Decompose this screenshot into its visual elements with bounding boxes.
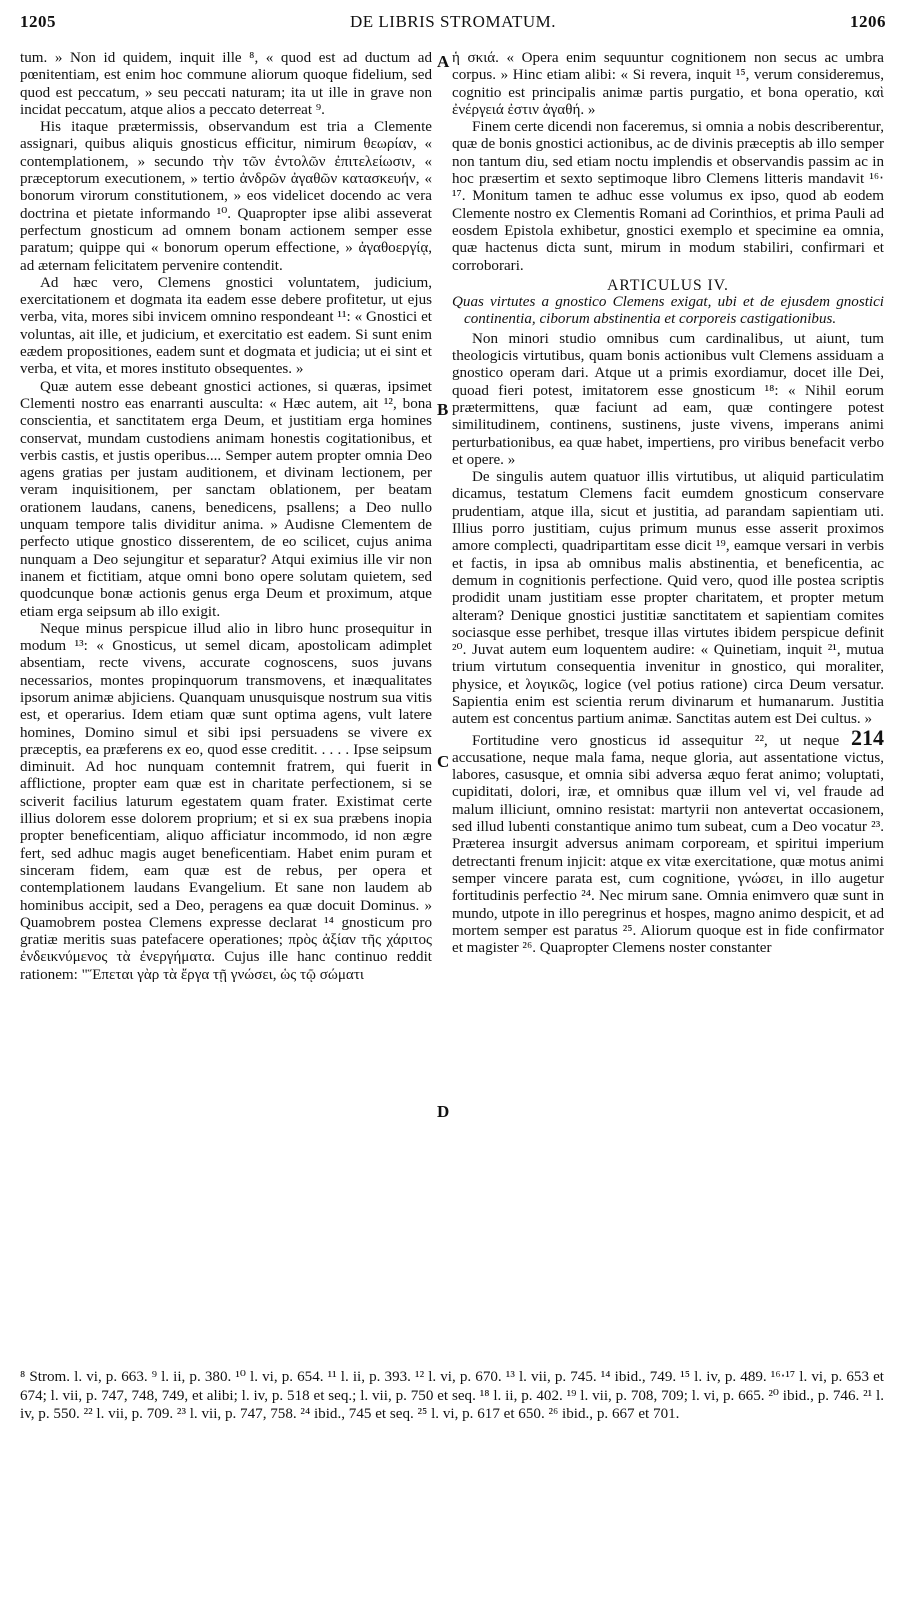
article-heading: ARTICULUS IV. [607,276,729,294]
footnote-text: ⁸ Strom. l. vi, p. 663. ⁹ l. ii, p. 380. ¹⁰ l. vi, p. 654. ¹¹ l. ii, p. 393. ¹² l. vi, p. 670. ¹³ l. vii, p. 745. ¹⁴ ibid., 749. ¹⁵ l. iv, p. 489. ¹⁶‧¹⁷ l. vi, p. 653 et 674; l. vii, p. 747, 748, 749, et alibi; l. iv, p. 518 et seq.; l. vii, p. 750 et seq. ¹⁸ l. ii, p. 402. ¹⁹ l. vii, p. 708, 709; l. vi, p. 665. ²⁰ ibid., p. 746. ²¹ l. iv, p. 550. ²² l. vii, p. 709. ²³ l. vii, p. 747, 758. ²⁴ ibid., 745 et seq. ²⁵ l. vi, p. 617 et 650. ²⁶ ibid., p. 667 et 701. [20,1369,884,1423]
paragraph: tum. » Non id quidem, inquit ille ⁸, « quod est ad ductum ad pœnitentiam, est enim hoc commune aliorum quoque fidelium, sed quod est peccatum, » seu peccati naturam; ita ut ille in grave non incidat peccatum, atque alios a peccato deterreat ⁹. [20,50,432,118]
paragraph-continuation: accusatione, neque mala fama, neque gloria, aut assentatione victus, labores, casusque, et omnia sibi adversa æquo ferat animo; voluptati, cupiditati, dolori, iræ, et omnibus quæ illum vel vi, vel fraude ad malum illiciunt, omnino resistat: martyrii non antevertat occasionem, sed illud lubenti constantique animo tum subeat, cum a Deo vocatur ²³. Præterea insurgit adversus animam corpoream, et spiritui imperium detrectanti frenum injicit: atque ex vitæ exercitatione, quæ motus animi semper vincere parata est, cum cognitione, γνώσει, in illo augetur fortitudinis perfectio ²⁴. Nec mirum sane. Omnia enimvero quæ sunt in mundo, utpote in illo peregrinus et hospes, magno animo despicit, et ad mortem semper est paratus ²⁵. Aliorum quoque est in fide confirmator et magister ²⁶. Quapropter Clemens noster constanter [452,749,884,957]
section-marker-c: C [437,752,450,771]
running-title: DE LIBRIS STROMATUM. [350,12,556,31]
section-marker-b: B [437,400,449,419]
page-number-right: 1206 [850,12,886,31]
paragraph: Neque minus perspicue illud alio in libro hunc prosequitur in modum ¹³: « Gnosticus, ut semel dicam, apostolicam adimplet absentiam, recte vivens, accurate cognoscens, suos juvans necessarios, montes propinquorum transmovens, et inæqualitates ipsorum animæ abjiciens. Quanquam unusquisque nostrum sua vitis est, et operarius. Idem etiam quæ sunt optima agens, vult latere homines, Domino simul et sibi ipsi persuadens se vivere ex præceptis, ea præferens ex eo, quod esse creditit. . . . . Ipse seipsum diminuit. Ad hoc nunquam contemnit fratrem, qui fuerit in afflictione, propter eam quæ est in charitate perfectionem, si se sciverit facilius laturum egestatem quam frater. Existimat certe illius dolorem esse dolorem proprium; et si ex sua præbens inopia propter beneficentiam, aliquo afficiatur incommodo, id non ægre fert, sed adhuc magis auget beneficentiam. Habet enim puram et sinceram fidem, eam quæ est de rebus, per opera et contemplationem laudans Evangelium. Et sane non laudem ab hominibus accipit, sed a Deo, peragens ea quæ docuit Dominus. » Quamobrem postea Clemens expresse declarat ¹⁴ gnosticum pro gratiæ meritis suas patefacere operationes; πρὸς ἀξίαν τῆς χάριτος ἐνδεικνύμενος τὰ ἐνεργήματα. Cujus ille hanc continuo reddit rationem: "Ἕπεται γὰρ τὰ ἔργα τῇ γνώσει, ὡς τῷ σώματι [20,620,432,983]
paragraph-start: Fortitudine vero gnosticus id assequitur ²², ut neque [472,732,840,749]
paragraph: Quæ autem esse debeant gnostici actiones, si quæras, ipsimet Clementi nostro eas enarranti ausculta: « Hæc autem, ait ¹², bona conscientia, et sanctitatem erga Deum, et justitiam erga homines conservat, mundam custodiens animam honestis cogitationibus, et verbis castis, et justis operibus.... Semper autem propter omnia Deo agens gratias per justam auditionem, et divinam lectionem, per veram inquisitionem, per sanctam oblationem, per beatam orationem laudans, canens, benedicens, psallens; a Deo nullo unquam tempore talis dividitur anima. » Audisne Clementem de perfecto utique gnostico disserentem, de eo scilicet, cujus anima nunquam a Deo sejungitur et separatur? Atqui eximius ille vir non inanem et fictitiam, atque omni bono opere solutam quietem, sed quodcunque bonæ actionis genus erga Deum et proximum, atque etiam erga seipsum ab illo exigit. [20,378,432,620]
article-summary: Quas virtutes a gnostico Clemens exigat, ubi et de ejusdem gnostici continentia, ciborum abstinentia et corporeis castigationibus. [452,294,884,328]
paragraph: Ad hæc vero, Clemens gnostici voluntatem, judicium, exercitationem et dogmata ita eadem esse debere profitetur, ut ejus verba, vita, mores sibi invicem omnino respondeant ¹¹: « Gnostici et voluntas, ait ille, et judicium, et exercitatio est eadem. Si sunt enim eædem propositiones, eadem sunt et dogmata et judicia; ut ei sint et verba, et vita, et mores instituto obsequentes. » [20,274,432,378]
paragraph: ἡ σκιά. « Opera enim sequuntur cognitionem non secus ac umbra corpus. » Hinc etiam alibi: « Si revera, inquit ¹⁵, verum consideremus, cognitio est principalis animæ partis purgatio, et bona operatio, καὶ ἐνέργειά ἐστιν ἀγαθή. » [452,50,884,118]
running-header [20,8,886,38]
paragraph [452,724,884,958]
paragraph: De singulis autem quatuor illis virtutibus, ut aliquid particulatim dicamus, testatum Clemens facit eumdem gnosticum conservare prudentiam, atque illa, sicut et justitia, ad parandam sapientiam uti. Illius porro justitiam, cujus primum munus esse asserit proximos amore complecti, quadripartitam esse dicit ¹⁹, eamque versari in verbis et factis, in ipsa ab omnibus malis abstinentia, et beneficentia, ac demum in cognitionis perfectione. Quid vero, quod ille postea scriptis prodidit unam justitiam esse propter charitatem, et propter metum alteram? Denique gnostici justitiæ sanctitatem et sapientiam comites sociasque esse perhibet, tresque illas virtutes ibidem perspicue definit ²⁰. Juvat autem eum loquentem audire: « Quinetiam, inquit ²¹, mutua trium virtutum consequentia invenitur in gnostico, qui moraliter, physice, et λογικῶς, logice (vel potius ratione) circa Deum versatur. Sapientia enim est scientia rerum divinarum et humanarum. Justitia autem est concentus partium animæ. Sanctitas autem est Dei cultus. » [452,469,884,728]
section-marker-a: A [437,52,450,71]
page-number-marker: 214 [851,724,884,750]
paragraph: Finem certe dicendi non faceremus, si omnia a nobis describerentur, quæ de bonis gnostici actionibus, ac de divinis præceptis ab illo semper non tantum diu, sed etiam noctu implendis et observandis passim ac in hoc præsertim et sexto septimoque libro Clemens litteris mandavit ¹⁶‧¹⁷. Monitum tamen te adhuc esse volumus ex ipso, quod ab eodem Clemente nostro ex Clementis Romani ad Corinthios, et prima Pauli ad eosdem Epistola exhibetur, gnostici exemplo et specimine ea omnia, quæ hactenus dicta sunt, mirum in modum stabiliri, confirmari et corroborari. [452,119,884,274]
paragraph: Non minori studio omnibus cum cardinalibus, ut aiunt, tum theologicis virtutibus, quam bonis actionibus vult Clemens assiduam a gnostico operam dari. Atque ut a primis exordiamur, docet ille Dei, quoad fieri potest, imitatorem esse gnosticum ¹⁸: « Nihil eorum prætermittens, quæ faciunt ad eam, quæ contingere potest similitudinem, continens, sustinens, juste vivens, imperans animi perturbationibus, ea quæ habet, impertiens, pro viribus benefacit verbo et opere. » [452,330,884,468]
footnotes [20,1368,884,1424]
paragraph: His itaque prætermissis, observandum est tria a Clemente assignari, quibus aliquis gnosticus efficitur, nimirum θεωρίαν, « contemplationem, » secundo τὴν τῶν ἐντολῶν ἐπιτελείωσιν, « præceptorum executionem, » tertio ἀνδρῶν ἀγαθῶν κατασκευήν, « bonorum virorum constitutionem, » eos videlicet docendo ac vera doctrina et pietate informando ¹⁰. Quapropter ipse alibi asseverat perfectum gnosticum ad omnem bonam actionem semper esse paratum; quippe qui « bonorum operum effectione, » ἀγαθοεργίᾳ, ad æternam felicitatem pervenire contendit. [20,119,432,274]
left-column [20,50,432,984]
right-column [452,50,884,957]
section-marker-d: D [437,1102,450,1121]
page-number-left: 1205 [20,12,56,31]
